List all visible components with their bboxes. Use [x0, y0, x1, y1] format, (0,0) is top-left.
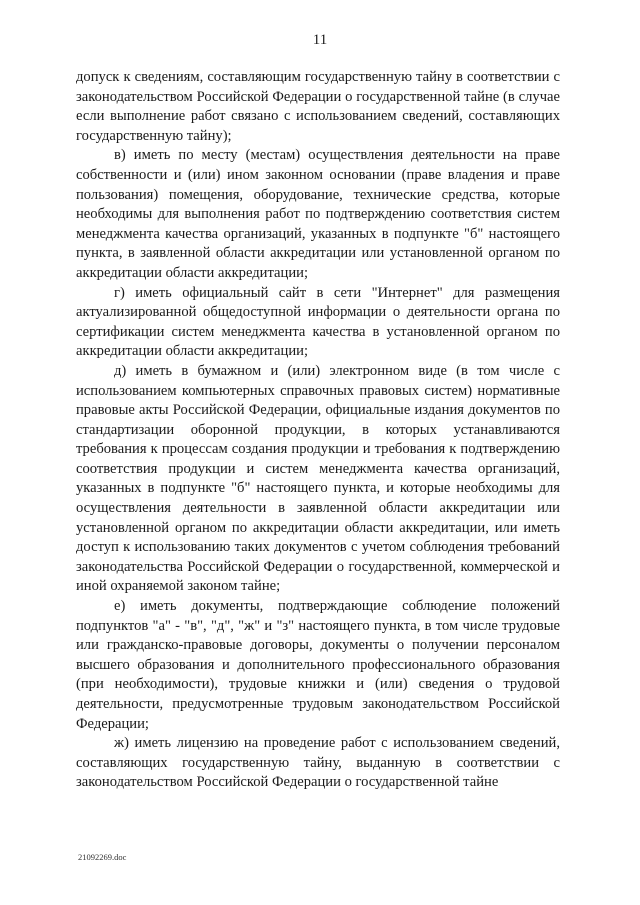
- document-body: [76, 68, 560, 793]
- paragraph-item-e: е) иметь документы, подтверждающие соблюдение положений подпунктов "а" - "в", "д", "ж" и "з" настоящего пункта, в том числе трудовые или гражданско-правовые договоры, документы о получении персоналом высшего образования и дополнительного профессионального образования (при необходимости), трудовые книжки и (или) сведения о трудовой деятельности, предусмотренные трудовым законодательством Российской Федерации;: [76, 598, 560, 732]
- paragraph-item-d: д) иметь в бумажном и (или) электронном виде (в том числе с использованием компьютерных справочных правовых систем) нормативные правовые акты Российской Федерации, официальные издания документов по стандартизации оборонной продукции, в которых устанавливаются требования к процессам создания продукции и требования к подтверждению соответствия продукции и систем менеджмента качества организаций, указанных в подпункте "б" настоящего пункта, и которые необходимы для осуществления деятельности в заявленной области аккредитации или установленной органом по аккредитации области аккредитации, или иметь доступ к использованию таких документов с учетом соблюдения требований законодательства Российской Федерации о государственной, коммерческой и иной охраняемой законом тайне;: [76, 362, 560, 595]
- page-number: 11: [312, 32, 328, 48]
- paragraph-continuation: допуск к сведениям, составляющим государственную тайну в соответствии с законодательством Российской Федерации о государственной тайне (в случае если выполнение работ связано с использованием сведений, составляющих государственную тайну);: [76, 69, 560, 144]
- paragraph-item-v: в) иметь по месту (местам) осуществления деятельности на праве собственности и (или) ином законном основании (праве владения и праве пользования) помещения, оборудование, технические средства, которые необходимы для выполнения работ по подтверждению соответствия систем менеджмента качества организаций, указанных в подпункте "б" настоящего пункта, в заявленной области аккредитации или установленной органом по аккредитации области аккредитации;: [76, 147, 560, 281]
- document-file-code: 21092269.doc: [78, 852, 127, 862]
- paragraph-item-g: г) иметь официальный сайт в сети "Интернет" для размещения актуализированной общедоступной информации о деятельности органа по сертификации систем менеджмента качества в установленной органом по аккредитации области аккредитации;: [76, 284, 560, 360]
- paragraph-item-zh: ж) иметь лицензию на проведение работ с использованием сведений, составляющих государственную тайну, выданную в соответствии с законодательством Российской Федерации о государственной тайне: [76, 735, 560, 791]
